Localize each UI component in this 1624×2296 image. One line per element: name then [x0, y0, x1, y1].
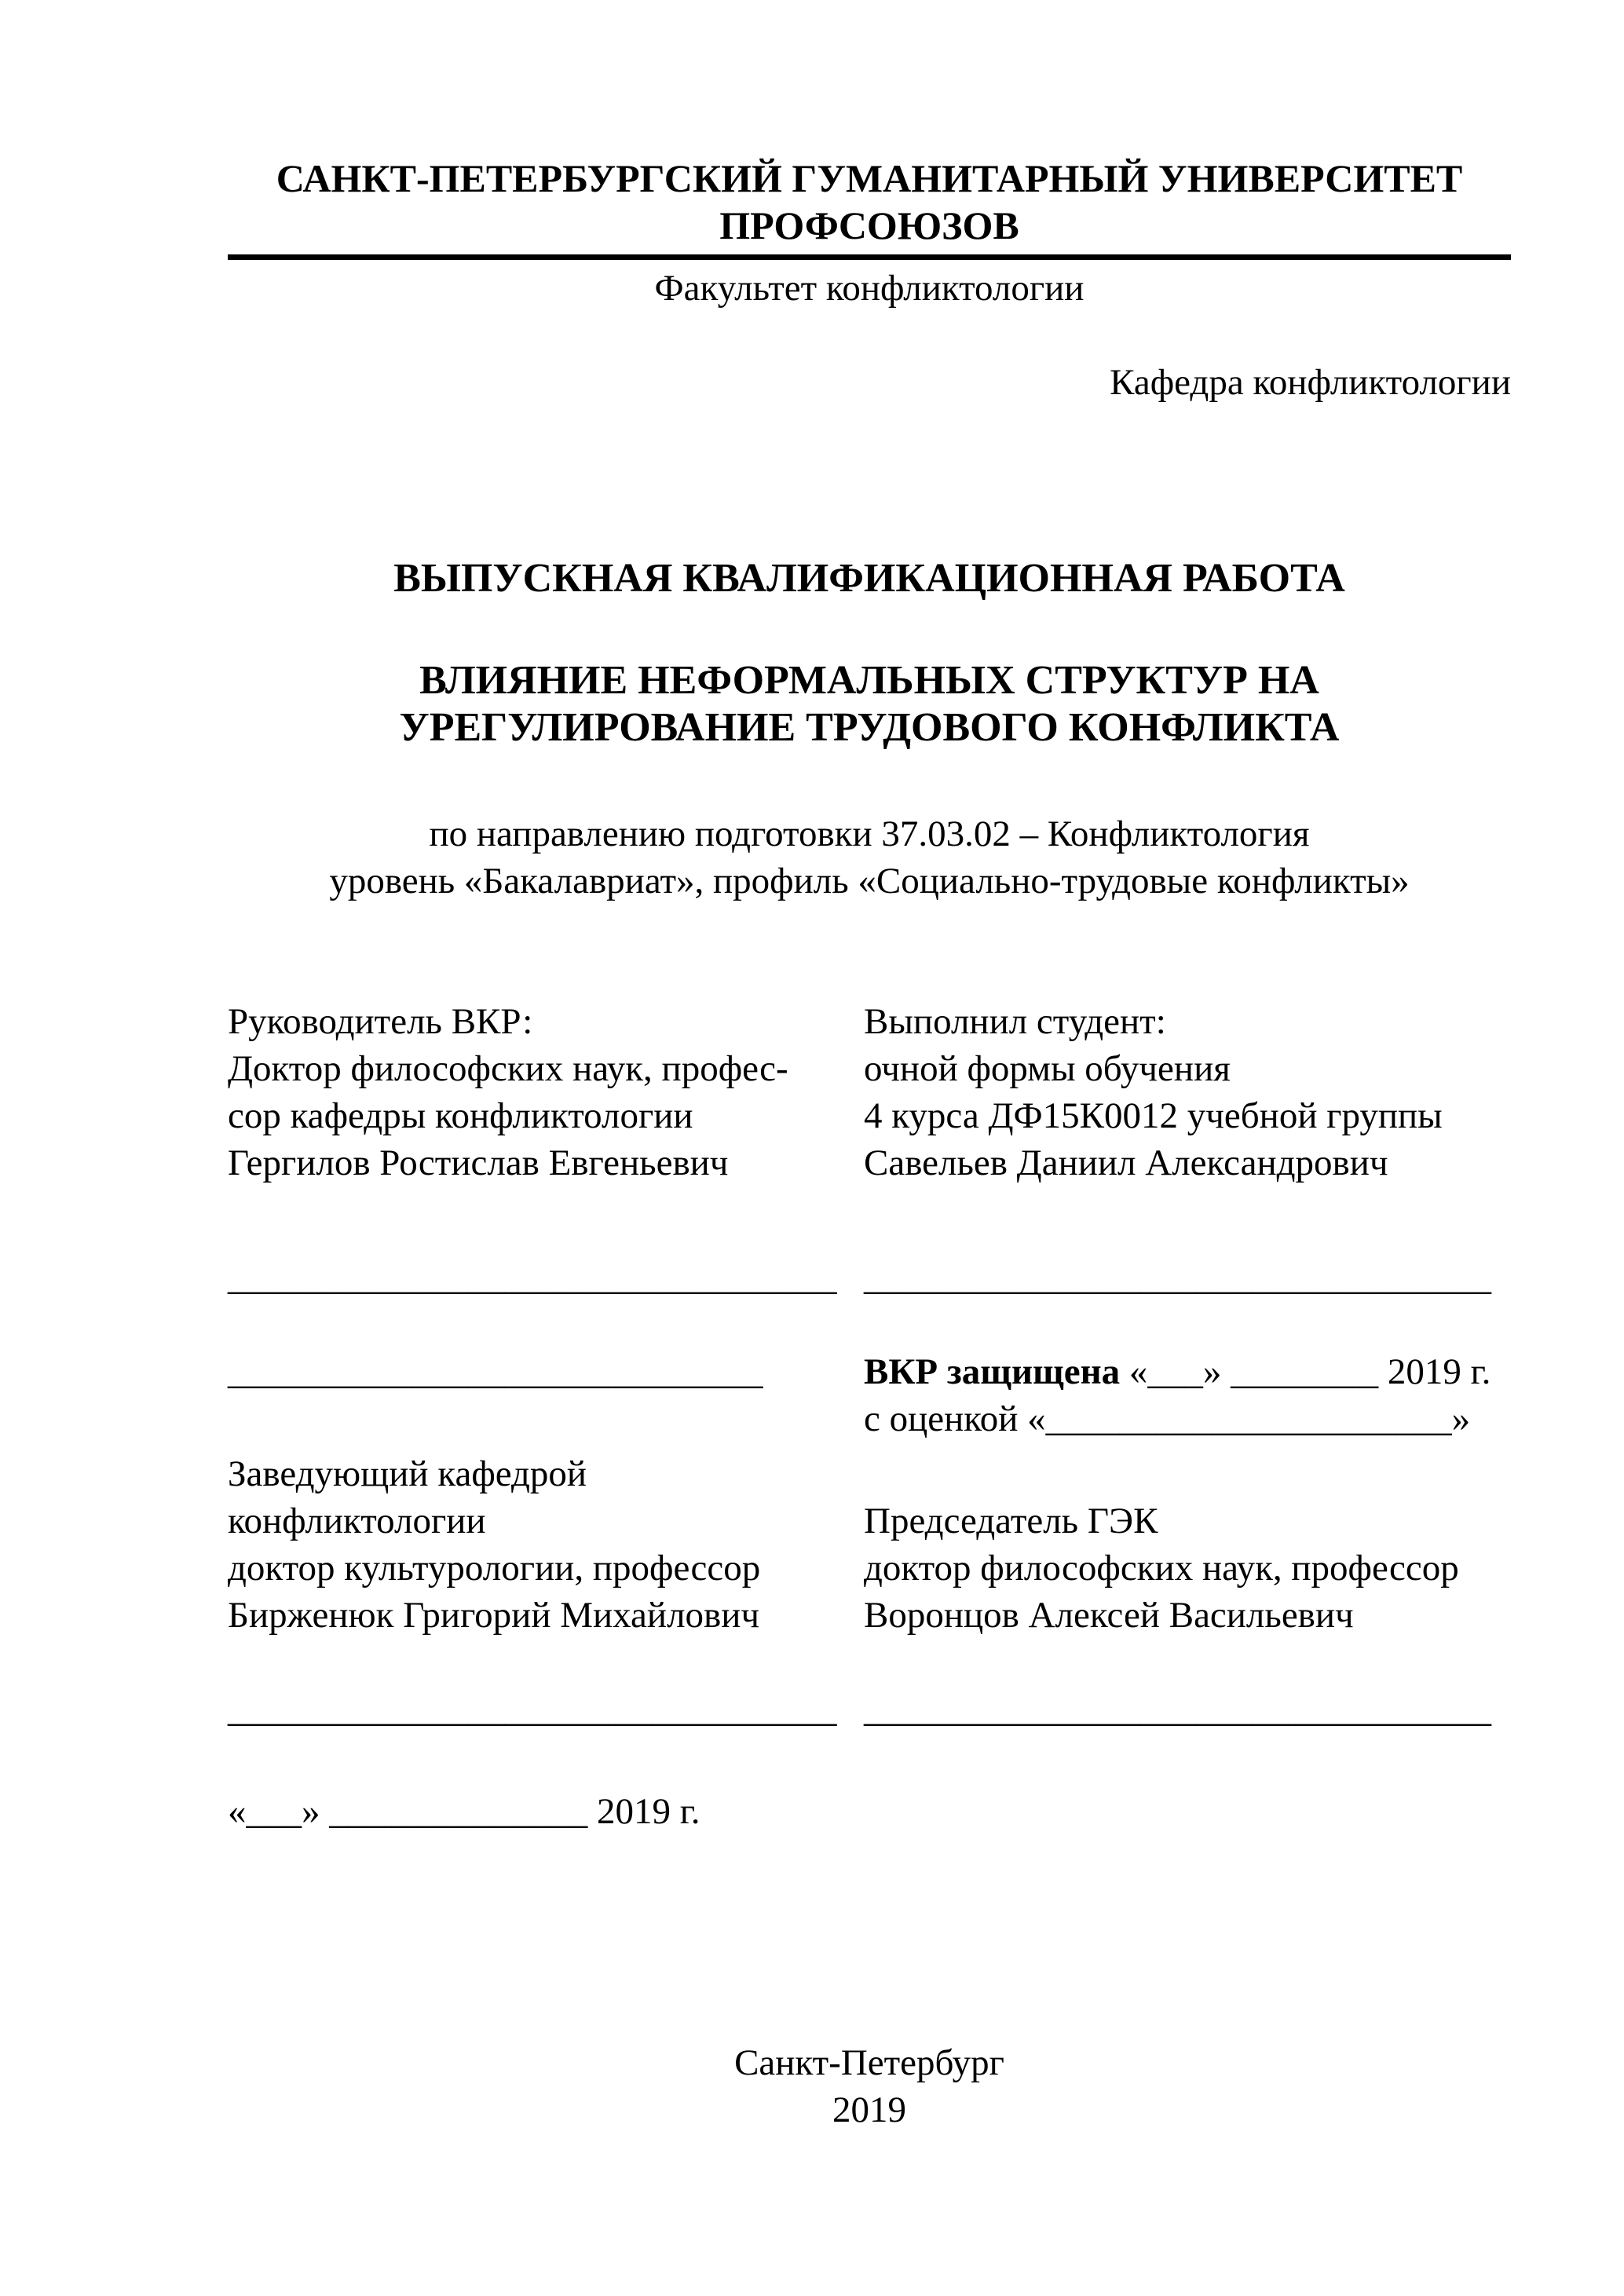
- defense-grade-blank: с оценкой «______________________»: [864, 1398, 1471, 1439]
- gek-chair-signature-blank: __________________________________: [864, 1689, 1491, 1730]
- program-direction: по направлению подготовки 37.03.02 – Конфликтология: [429, 813, 1310, 854]
- head-of-department-block: [228, 1450, 856, 1639]
- supervisor-degree-line1: Доктор философских наук, профес-: [228, 1048, 788, 1089]
- university-name-line2: ПРОФСОЮЗОВ: [719, 203, 1019, 247]
- defense-date-line: [864, 1348, 1531, 1395]
- student-label: Выполнил студент:: [864, 1001, 1166, 1042]
- student-name: Савельев Даниил Александрович: [864, 1143, 1388, 1183]
- head-degree: доктор культурологии, профессор: [228, 1548, 761, 1589]
- supervisor-degree-line2: сор кафедры конфликтологии: [228, 1095, 693, 1136]
- student-signature-blank: __________________________________: [864, 1257, 1491, 1298]
- faculty-name: Факультет конфликтологии: [654, 268, 1084, 309]
- gek-chair-degree: доктор философских наук, профессор: [864, 1548, 1459, 1589]
- department-name: Кафедра конфликтологии: [1110, 362, 1511, 403]
- supervisor-signature-blank-2: _____________________________: [228, 1351, 763, 1392]
- defense-date-label: ВКР защищена: [864, 1351, 1121, 1392]
- head-name: Бирженюк Григорий Михайлович: [228, 1595, 760, 1636]
- head-date-blank: «___» ______________ 2019 г.: [228, 1791, 700, 1832]
- header-divider-rule: [228, 254, 1511, 260]
- thesis-title: [228, 657, 1511, 751]
- head-title-line2: конфликтологии: [228, 1501, 486, 1541]
- footer-city: Санкт-Петербург: [734, 2042, 1004, 2083]
- thesis-title-line2: УРЕГУЛИРОВАНИЕ ТРУДОВОГО КОНФЛИКТА: [399, 705, 1340, 750]
- head-signature-blank: _________________________________: [228, 1689, 837, 1730]
- supervisor-name: Гергилов Ростислав Евгеньевич: [228, 1143, 729, 1183]
- student-study-form: очной формы обучения: [864, 1048, 1231, 1089]
- university-name-line1: САНКТ-ПЕТЕРБУРГСКИЙ ГУМАНИТАРНЫЙ УНИВЕРСИТЕТ: [276, 156, 1463, 200]
- gek-chair-title: Председатель ГЭК: [864, 1501, 1158, 1541]
- defense-date-blank: «___» ________ 2019 г.: [1120, 1351, 1491, 1392]
- gek-chair-block: [864, 1497, 1531, 1639]
- program-info: [228, 810, 1511, 905]
- thesis-title-line1: ВЛИЯНИЕ НЕФОРМАЛЬНЫХ СТРУКТУР НА: [419, 658, 1319, 703]
- student-group: 4 курса ДФ15К0012 учебной группы: [864, 1095, 1443, 1136]
- student-block: [864, 998, 1531, 1186]
- supervisor-label: Руководитель ВКР:: [228, 1001, 533, 1042]
- supervisor-signature-blank: _________________________________: [228, 1257, 837, 1298]
- footer: [228, 2039, 1511, 2133]
- defense-block: [864, 1348, 1531, 1442]
- head-title-line1: Заведующий кафедрой: [228, 1453, 587, 1494]
- program-level-profile: уровень «Бакалавриат», профиль «Социально-трудовые конфликты»: [329, 861, 1410, 901]
- work-type-heading: ВЫПУСКНАЯ КВАЛИФИКАЦИОННАЯ РАБОТА: [393, 556, 1345, 601]
- university-name: [228, 155, 1511, 249]
- gek-chair-name: Воронцов Алексей Васильевич: [864, 1595, 1354, 1636]
- footer-year: 2019: [832, 2089, 906, 2130]
- supervisor-block: [228, 998, 856, 1186]
